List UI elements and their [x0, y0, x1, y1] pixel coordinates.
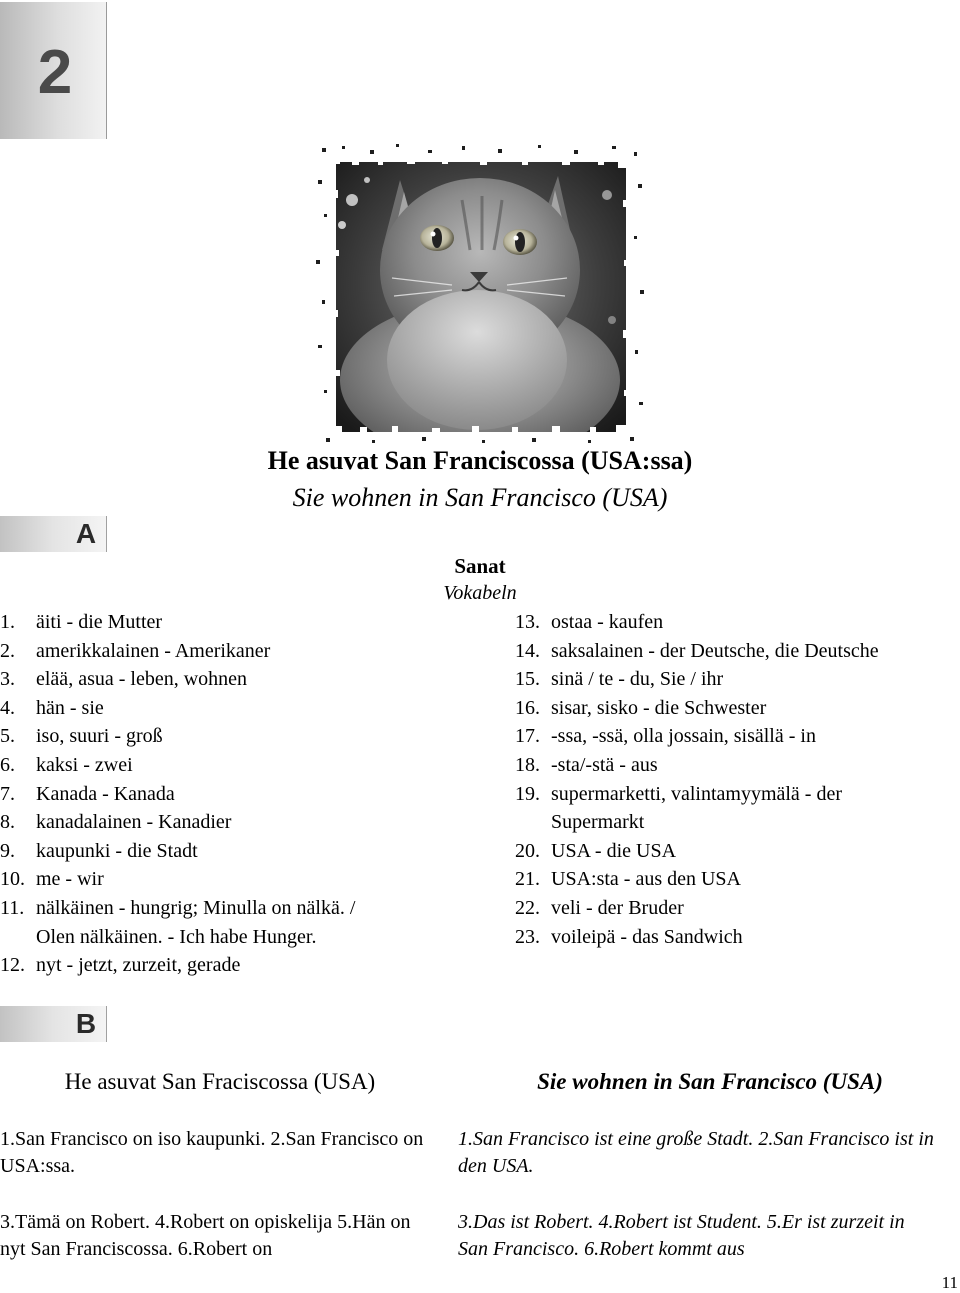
vocab-number: 13. [515, 611, 540, 633]
vocab-number: 15. [515, 668, 540, 691]
cat-photo [312, 140, 648, 448]
vocab-text: kaksi - zwei [36, 753, 133, 776]
vocab-number: 5. [0, 725, 15, 748]
vocab-text: sinä / te - du, Sie / ihr [551, 668, 724, 691]
vocab-list-left [0, 608, 470, 980]
vocab-number: 1. [0, 611, 15, 633]
vocab-item [0, 694, 470, 723]
text-paragraph-german: 3.Das ist Robert. 4.Robert ist Student. 5.Er ist zurzeit in San Francisco. 6.Robert kommt aus [458, 1211, 905, 1260]
vocab-number: 10. [0, 868, 25, 891]
chapter-title-german-text: Sie wohnen in San Francisco (USA) [292, 483, 668, 512]
section-a-letter: A [75, 518, 97, 549]
vocab-text: amerikkalainen - Amerikaner [36, 639, 271, 662]
vocab-text: nälkäinen - hungrig; Minulla on nälkä. / [36, 896, 356, 919]
section-a-tab [0, 516, 107, 552]
vocab-item [0, 894, 470, 923]
vocab-heading-finnish: Sanat [454, 554, 506, 578]
vocab-text: veli - der Bruder [551, 896, 684, 919]
vocab-text: sisar, sisko - die Schwester [551, 696, 767, 719]
vocab-item [0, 865, 470, 894]
vocab-item [0, 751, 470, 780]
text-paragraph-finnish: 3.Tämä on Robert. 4.Robert on opiskelija 5.Hän on nyt San Franciscossa. 6.Robert on [0, 1211, 411, 1260]
chapter-number: 2 [37, 38, 73, 107]
vocab-item [515, 637, 955, 666]
vocab-text: ostaa - kaufen [551, 611, 664, 633]
vocab-number: 23. [515, 925, 540, 948]
chapter-title-finnish [0, 445, 960, 477]
vocab-item [0, 808, 470, 837]
vocab-item [515, 837, 955, 866]
vocab-item [0, 637, 470, 666]
vocab-text: elää, asua - leben, wohnen [36, 668, 248, 691]
vocab-text: äiti - die Mutter [36, 611, 163, 633]
chapter-title-german [0, 482, 960, 514]
vocab-item [515, 865, 955, 894]
vocab-number: 12. [0, 954, 25, 977]
vocab-item [0, 665, 470, 694]
vocab-number: 18. [515, 753, 540, 776]
vocab-item [515, 894, 955, 923]
vocab-number: 14. [515, 639, 540, 662]
vocab-item [515, 923, 955, 952]
vocab-text: saksalainen - der Deutsche, die Deutsche [551, 639, 879, 662]
vocab-number: 21. [515, 868, 540, 891]
vocab-number: 4. [0, 696, 15, 719]
section-b-letter: B [75, 1008, 97, 1039]
vocab-text: Supermarkt [551, 811, 645, 834]
vocab-text: hän - sie [36, 696, 104, 719]
vocab-number: 8. [0, 811, 15, 834]
vocab-text: -sta/-stä - aus [551, 753, 658, 776]
vocab-text: kaupunki - die Stadt [36, 839, 198, 862]
vocab-item [0, 608, 470, 637]
chapter-title-finnish-text: He asuvat San Franciscossa (USA:ssa) [267, 446, 693, 475]
vocab-text: Kanada - Kanada [36, 782, 175, 805]
vocab-number: 20. [515, 839, 540, 862]
vocab-number: 16. [515, 696, 540, 719]
vocab-text: Olen nälkäinen. - Ich habe Hunger. [36, 925, 317, 948]
text-paragraph-german: 1.San Francisco ist eine große Stadt. 2.San Francisco ist in den USA. [458, 1128, 934, 1177]
vocab-item [515, 780, 955, 809]
vocab-item [515, 665, 955, 694]
chapter-tab [0, 2, 107, 139]
vocab-number: 7. [0, 782, 15, 805]
vocab-item-continuation [0, 923, 470, 952]
vocab-number: 19. [515, 782, 540, 805]
section-b-tab [0, 1006, 107, 1042]
vocab-number: 9. [0, 839, 15, 862]
vocab-text: kanadalainen - Kanadier [36, 811, 232, 834]
page-number: 11 [941, 1273, 958, 1292]
vocab-text: USA:sta - aus den USA [551, 868, 741, 891]
text-heading-german: Sie wohnen in San Francisco (USA) [537, 1069, 883, 1094]
vocab-text: USA - die USA [551, 839, 677, 862]
vocab-item [0, 722, 470, 751]
vocab-number: 17. [515, 725, 540, 748]
vocab-text: nyt - jetzt, zurzeit, gerade [36, 954, 241, 977]
vocab-number: 3. [0, 668, 15, 691]
text-paragraph-finnish: 1.San Francisco on iso kaupunki. 2.San Francisco on USA:ssa. [0, 1128, 424, 1177]
vocab-item [515, 751, 955, 780]
vocab-text: me - wir [36, 868, 104, 891]
vocab-text: -ssa, -ssä, olla jossain, sisällä - in [551, 725, 816, 748]
vocab-item [0, 951, 470, 980]
vocab-number: 22. [515, 896, 540, 919]
vocab-item [0, 837, 470, 866]
vocab-text: iso, suuri - groß [36, 725, 163, 748]
text-heading-finnish: He asuvat San Fraciscossa (USA) [64, 1069, 376, 1094]
vocab-text: voileipä - das Sandwich [551, 925, 743, 948]
vocab-text: supermarketti, valintamyymälä - der [551, 782, 843, 805]
vocab-item [0, 780, 470, 809]
vocab-item [515, 722, 955, 751]
vocab-number: 6. [0, 753, 15, 776]
vocab-number: 11. [0, 896, 25, 919]
vocab-item-continuation [515, 808, 955, 837]
vocab-list-right [515, 608, 955, 951]
vocab-item [515, 608, 955, 637]
vocab-item [515, 694, 955, 723]
vocab-heading-german: Vokabeln [443, 582, 517, 604]
vocab-number: 2. [0, 639, 15, 662]
